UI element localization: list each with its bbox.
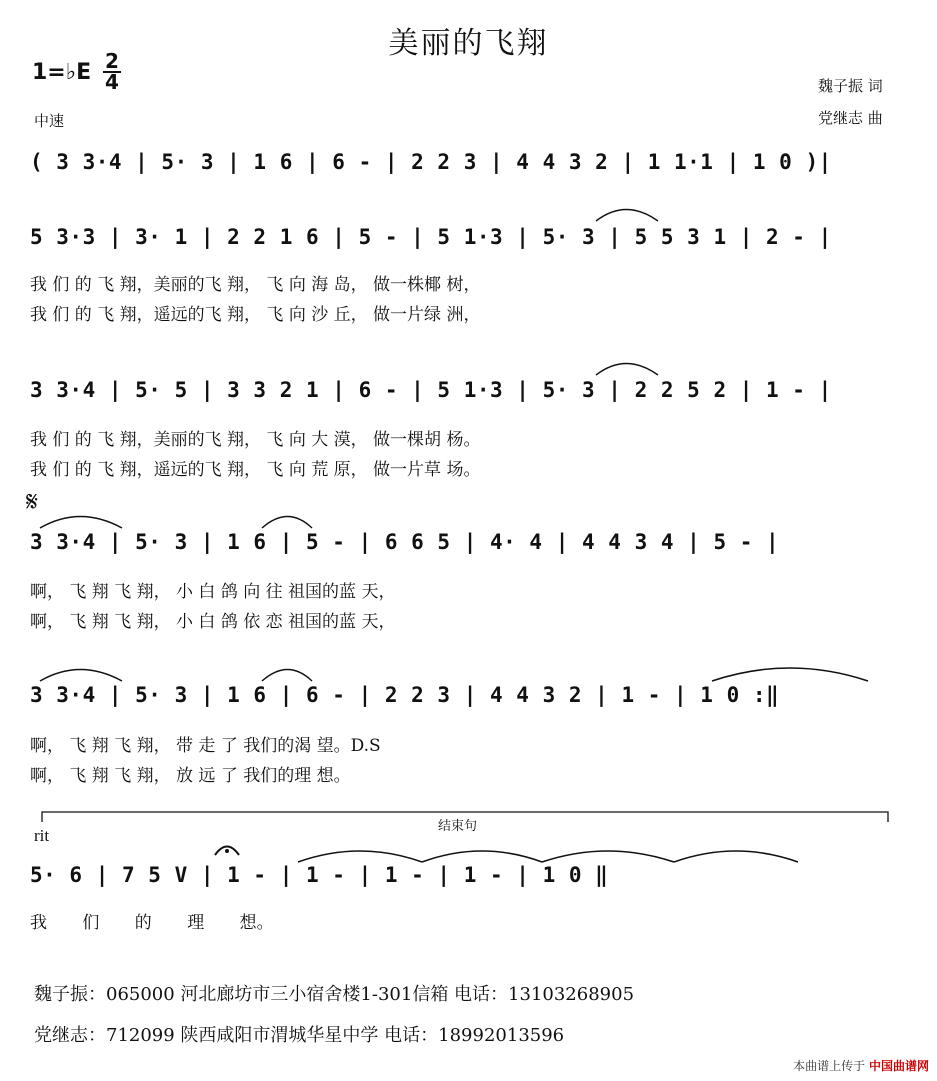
site-logo: 中国曲谱网 <box>868 1059 929 1073</box>
slur-mark <box>262 517 312 529</box>
system-5-lyrics-2: 啊， 飞 翔 飞 翔， 放 远 了 我们的理 想。 <box>30 766 351 786</box>
system-3-lyrics-1: 我 们 的 飞 翔，美丽的飞 翔， 飞 向 大 漠， 做一棵胡 杨。 <box>30 430 481 450</box>
time-signature <box>103 49 121 94</box>
contact-lyricist <box>34 980 634 1006</box>
system-6-lyrics: 我 们 的 理 想。 <box>30 913 274 933</box>
system-4-lyrics-2: 啊， 飞 翔 飞 翔， 小 白 鸽 依 恋 祖国的蓝 天， <box>30 612 396 632</box>
slur-mark <box>596 364 658 376</box>
system-5-lyrics-1: 啊， 飞 翔 飞 翔， 带 走 了 我们的渴 望。D.S <box>30 736 381 756</box>
contact-lyricist-text: 065000 河北廊坊市三小宿舍楼1-301信箱 电话：13103268905 <box>106 984 635 1005</box>
system-3-lyrics-2: 我 们 的 飞 翔，遥远的飞 翔， 飞 向 荒 原， 做一片草 场。 <box>30 460 481 480</box>
slur-mark <box>674 851 798 862</box>
system-4-lyrics-1: 啊， 飞 翔 飞 翔， 小 白 鸽 向 往 祖国的蓝 天， <box>30 582 396 602</box>
slur-mark <box>712 668 868 681</box>
slur-mark <box>40 670 122 682</box>
slur-mark <box>422 851 542 862</box>
lyricist-credit: 魏子振 词 <box>818 77 883 95</box>
fermata-dot <box>225 849 229 853</box>
slur-mark <box>262 670 312 682</box>
upload-note-text: 本曲谱上传于 <box>793 1059 866 1073</box>
upload-note <box>793 1057 929 1074</box>
slur-mark <box>40 517 122 529</box>
system-4-notes: 3 3·4 | 5· 3 | 1 6 | 5 - | 6 6 5 | 4· 4 | 4 4 3 4 | 5 - | <box>30 530 780 554</box>
rit-marking: rit <box>34 826 50 845</box>
contact-composer <box>34 1021 564 1047</box>
segno-sign: 𝄋 <box>26 485 39 518</box>
system-6-notes: 5· 6 | 7 5 V | 1 - | 1 - | 1 - | 1 - | 1 0 ‖ <box>30 863 609 887</box>
credits <box>818 70 883 134</box>
time-signature-top: 2 <box>105 49 119 73</box>
system-1-notes: ( 3 3·4 | 5· 3 | 1 6 | 6 - | 2 2 3 | 4 4 3 2 | 1 1·1 | 1 0 )| <box>30 150 832 174</box>
page-title: 美丽的飞翔 <box>388 26 549 61</box>
fermata-mark <box>215 847 239 856</box>
system-2-notes: 5 3·3 | 3· 1 | 2 2 1 6 | 5 - | 5 1·3 | 5· 3 | 5 5 3 1 | 2 - | <box>30 225 832 249</box>
key-signature <box>32 60 91 85</box>
system-2-lyrics-2: 我 们 的 飞 翔，遥远的飞 翔， 飞 向 沙 丘， 做一片绿 洲， <box>30 305 481 325</box>
slur-mark <box>298 851 422 862</box>
contact-composer-name: 党继志： <box>34 1025 106 1046</box>
slur-mark <box>542 851 674 862</box>
time-signature-bottom: 4 <box>105 70 119 94</box>
slur-mark <box>596 210 658 222</box>
key-signature-text: 1=♭E <box>32 60 92 85</box>
system-2-lyrics-1: 我 们 的 飞 翔，美丽的飞 翔， 飞 向 海 岛， 做一株椰 树， <box>30 275 481 295</box>
tempo-marking: 中速 <box>34 112 65 130</box>
system-5-notes: 3 3·4 | 5· 3 | 1 6 | 6 - | 2 2 3 | 4 4 3 2 | 1 - | 1 0 :‖ <box>30 683 780 707</box>
contact-lyricist-name: 魏子振： <box>34 984 106 1005</box>
ending-label: 结束句 <box>438 819 478 834</box>
composer-credit: 党继志 曲 <box>818 109 883 127</box>
contact-composer-text: 712099 陕西咸阳市渭城华星中学 电话：18992013596 <box>106 1025 565 1046</box>
system-3-notes: 3 3·4 | 5· 5 | 3 3 2 1 | 6 - | 5 1·3 | 5· 3 | 2 2 5 2 | 1 - | <box>30 378 832 402</box>
